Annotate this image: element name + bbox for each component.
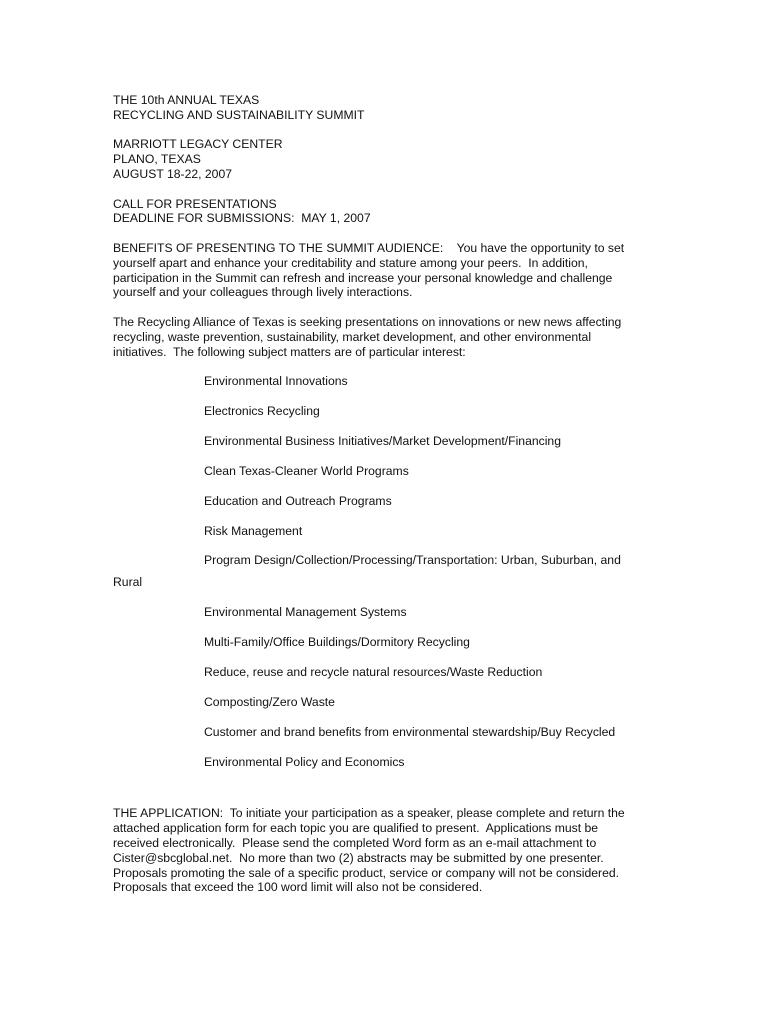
venue-city: PLANO, TEXAS [113, 152, 201, 167]
venue-name: MARRIOTT LEGACY CENTER [113, 137, 283, 152]
application-line-4: Cister@sbcglobal.net. No more than two (2) abstracts may be submitted by one presenter. [113, 850, 604, 865]
topic-item: Reduce, reuse and recycle natural resources/Waste Reduction [204, 664, 543, 679]
title-line-1: THE 10th ANNUAL TEXAS [113, 93, 260, 107]
topic-item: Environmental Management Systems [204, 605, 407, 620]
application-line-1: THE APPLICATION: To initiate your participation as a speaker, please complete and return the [113, 806, 625, 821]
topic-item: Multi-Family/Office Buildings/Dormitory Recycling [204, 635, 470, 650]
application-line-6: Proposals that exceed the 100 word limit will also not be considered. [113, 880, 483, 895]
title-line-2: RECYCLING AND SUSTAINABILITY SUMMIT [113, 107, 365, 122]
topic-item: Composting/Zero Waste [204, 694, 335, 709]
summit-title [113, 93, 658, 123]
intro-line-1: The Recycling Alliance of Texas is seeking presentations on innovations or new news affecting [113, 314, 622, 329]
benefits-line-3: participation in the Summit can refresh and increase your personal knowledge and challenge [113, 270, 613, 285]
intro-line-3: initiatives. The following subject matters are of particular interest: [113, 344, 466, 359]
venue-info [113, 137, 658, 181]
benefits-line-1: BENEFITS OF PRESENTING TO THE SUMMIT AUDIENCE: You have the opportunity to set [113, 240, 625, 255]
application-line-2: attached application form for each topic you are qualified to present. Applications must be [113, 821, 599, 836]
call-for-presentations [113, 197, 658, 227]
application-paragraph [113, 806, 658, 895]
topic-item: Environmental Innovations [204, 374, 348, 389]
call-heading: CALL FOR PRESENTATIONS [113, 196, 277, 211]
application-line-3: received electronically. Please send the completed Word form as an e-mail attachment to [113, 836, 597, 851]
application-line-5: Proposals promoting the sale of a specific product, service or company will not be considered. [113, 865, 620, 880]
venue-dates: AUGUST 18-22, 2007 [113, 166, 233, 181]
topic-item-wrapped [113, 553, 658, 590]
benefits-line-2: yourself apart and enhance your creditability and stature among your peers. In addition, [113, 255, 588, 270]
topic-item: Clean Texas-Cleaner World Programs [204, 463, 409, 478]
topic-item: Education and Outreach Programs [204, 493, 392, 508]
topic-item: Electronics Recycling [204, 404, 320, 419]
topic-item: Risk Management [204, 523, 303, 538]
benefits-line-4: yourself and your colleagues through lively interactions. [113, 285, 413, 300]
topic-item: Environmental Policy and Economics [204, 754, 405, 769]
topic-item: Customer and brand benefits from environmental stewardship/Buy Recycled [204, 724, 616, 739]
intro-paragraph [113, 315, 658, 359]
topic-item-continuation: Rural [113, 575, 143, 590]
topic-list [113, 374, 658, 769]
topic-item: Environmental Business Initiatives/Market Development/Financing [204, 433, 561, 448]
submission-deadline: DEADLINE FOR SUBMISSIONS: MAY 1, 2007 [113, 211, 371, 226]
benefits-paragraph [113, 241, 658, 300]
intro-line-2: recycling, waste prevention, sustainability, market development, and other environmental [113, 329, 592, 344]
topic-item-first-line: Program Design/Collection/Processing/Transportation: Urban, Suburban, and [204, 553, 621, 568]
document-body [113, 93, 658, 910]
